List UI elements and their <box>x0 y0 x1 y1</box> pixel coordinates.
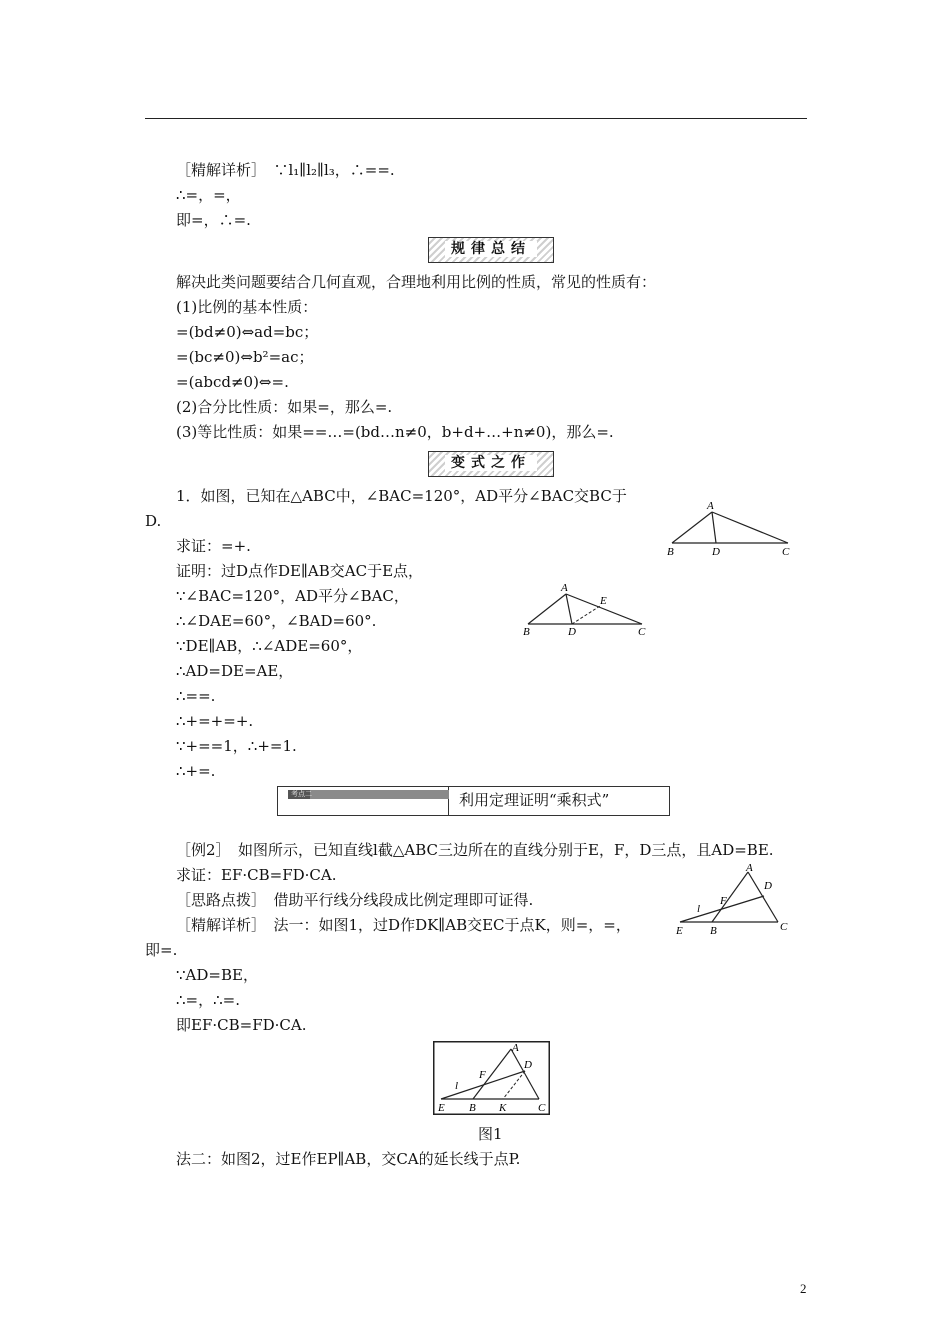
text-line: ∴=，=， <box>176 186 241 204</box>
svg-text:C: C <box>638 626 646 638</box>
svg-text:D: D <box>712 546 720 558</box>
svg-text:C: C <box>782 546 790 558</box>
text-line: 即=，∴=. <box>176 211 251 229</box>
text-line: (1)比例的基本性质： <box>176 298 318 316</box>
text-line: (3)等比性质：如果==…=(bd…n≠0，b+d+…+n≠0)，那么=. <box>176 423 614 441</box>
svg-text:A: A <box>561 582 568 594</box>
text-line: ［精解详析］ 法一：如图1，过D作DK∥AB交EC于点K，则=，=， <box>176 916 631 934</box>
text-line: =(abcd≠0)⇔=. <box>176 373 289 391</box>
svg-text:E: E <box>600 595 607 607</box>
figure-1 <box>433 1041 550 1115</box>
text-line: (2)合分比性质：如果=，那么=. <box>176 398 393 416</box>
text-line: ∴AD=DE=AE， <box>176 662 294 680</box>
text-line: ∵AD=BE， <box>176 966 258 984</box>
svg-text:F: F <box>479 1069 486 1081</box>
line-cut-triangle-figure <box>672 862 798 938</box>
text-line: ［精解详析］ ∵l₁∥l₂∥l₃，∴==. <box>176 161 395 179</box>
text-line: 1．如图，已知在△ABC中，∠BAC=120°，AD平分∠BAC交BC于 <box>176 487 627 505</box>
text-line: ∴=，∴=. <box>176 991 240 1009</box>
text-line: D. <box>145 512 162 530</box>
triangle-abd-figure <box>660 498 800 560</box>
svg-text:E: E <box>438 1102 445 1114</box>
svg-text:A: A <box>746 862 753 874</box>
section-badge-summary: 规律总结 <box>428 237 554 263</box>
text-line: ∵+==1，∴+=1. <box>176 737 297 755</box>
text-line: 法二：如图2，过E作EP∥AB，交CA的延长线于点P. <box>176 1150 521 1168</box>
triangle-ade-figure <box>518 580 654 640</box>
text-line: 证明：过D点作DE∥AB交AC于E点， <box>176 562 424 580</box>
figure-caption: 图1 <box>478 1125 503 1143</box>
text-line: 即=. <box>145 941 178 959</box>
section-badge-variant: 变式之作 <box>428 451 554 477</box>
text-line: 解决此类问题要结合几何直观，合理地利用比例的性质，常见的性质有： <box>176 273 657 291</box>
text-line: ∴+=+=+. <box>176 712 254 730</box>
svg-text:K: K <box>499 1102 507 1114</box>
text-line: ∴==. <box>176 687 216 705</box>
text-line: =(bc≠0)⇔b²=ac； <box>176 348 314 366</box>
svg-text:E: E <box>676 925 683 937</box>
topic-title: 利用定理证明“乘积式” <box>459 791 610 809</box>
topic-box <box>277 786 670 816</box>
svg-text:D: D <box>568 626 576 638</box>
text-line: ∵DE∥AB，∴∠ADE=60°， <box>176 637 363 655</box>
text-line: ∴∠DAE=60°，∠BAD=60°. <box>176 612 377 630</box>
text-line: ［思路点拨］ 借助平行线分线段成比例定理即可证得. <box>176 891 534 909</box>
topic-tag: 考点二 <box>288 790 449 799</box>
svg-text:C: C <box>780 921 788 933</box>
svg-text:F: F <box>720 895 727 907</box>
svg-text:B: B <box>667 546 674 558</box>
svg-text:l: l <box>455 1080 459 1092</box>
svg-text:D: D <box>764 880 772 892</box>
page-number: 2 <box>800 1281 807 1296</box>
text-line: 求证：=+. <box>176 537 251 555</box>
svg-text:A: A <box>707 500 714 512</box>
text-line: ∵∠BAC=120°，AD平分∠BAC， <box>176 587 409 605</box>
text-line: ∴+=. <box>176 762 216 780</box>
svg-text:B: B <box>523 626 530 638</box>
svg-text:l: l <box>697 903 701 915</box>
text-line: ［例2］ 如图所示，已知直线l截△ABC三边所在的直线分别于E，F，D三点，且AD=BE. <box>176 841 774 859</box>
text-line: 即EF·CB=FD·CA. <box>176 1016 307 1034</box>
svg-text:B: B <box>469 1102 476 1114</box>
svg-text:C: C <box>538 1102 546 1114</box>
header-rule <box>145 118 807 119</box>
text-line: =(bd≠0)⇔ad=bc； <box>176 323 319 341</box>
svg-text:A: A <box>512 1042 519 1054</box>
svg-text:D: D <box>524 1059 532 1071</box>
svg-text:B: B <box>710 925 717 937</box>
text-line: 求证：EF·CB=FD·CA. <box>176 866 337 884</box>
